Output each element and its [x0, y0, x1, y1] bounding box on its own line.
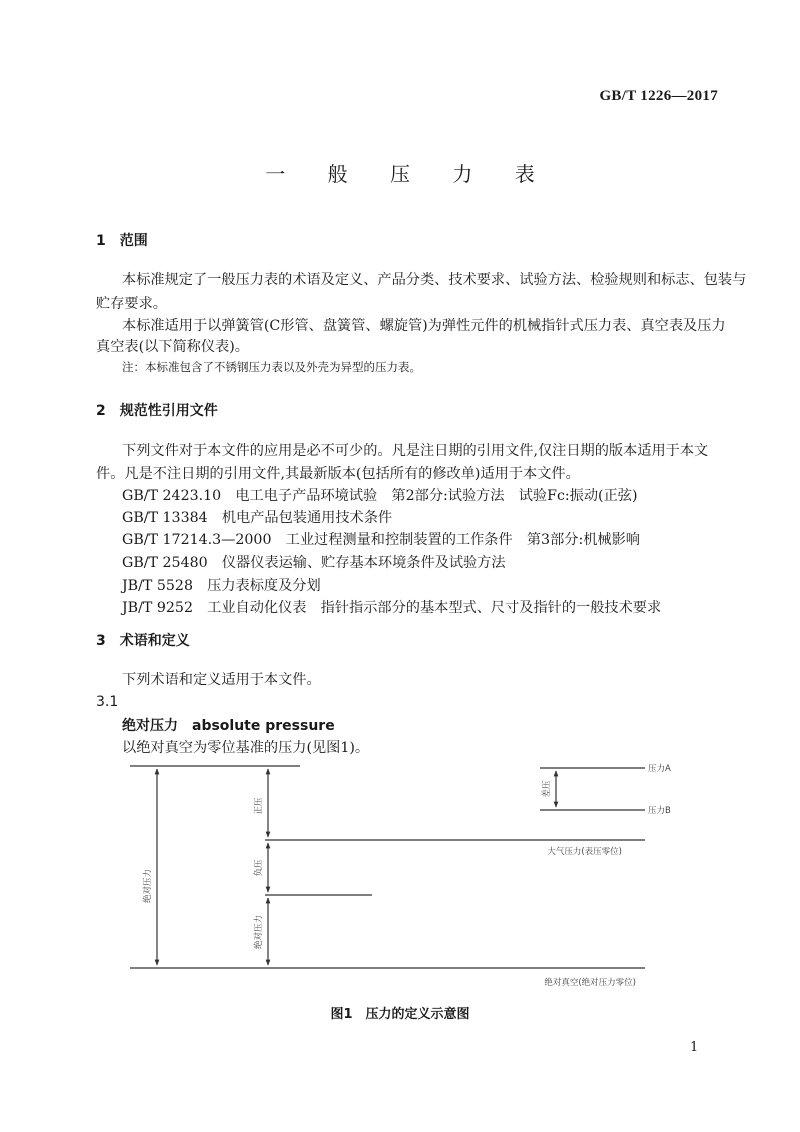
- normative-intro-line-1: 下列文件对于本文件的应用是必不可少的。凡是注日期的引用文件,仅注日期的版本适用于本文: [122, 443, 709, 459]
- reference-item: GB/T 13384 机电产品包装通用技术条件: [122, 510, 393, 526]
- reference-item: GB/T 17214.3—2000 工业过程测量和控制装置的工作条件 第3部分:机械影响: [122, 532, 640, 548]
- terms-intro: 下列术语和定义适用于本文件。: [122, 672, 321, 688]
- reference-item: GB/T 2423.10 电工电子产品环境试验 第2部分:试验方法 试验Fc:振动(正弦): [122, 488, 638, 504]
- section-heading-normative-references: 2 规范性引用文件: [96, 403, 218, 419]
- pressure-a-label: 压力A: [648, 764, 671, 774]
- atmospheric-pressure-label: 大气压力(表压零位): [547, 847, 622, 857]
- differential-pressure-label: 差压: [542, 780, 552, 798]
- term-definition: 以绝对真空为零位基准的压力(见图1)。: [122, 740, 370, 756]
- negative-pressure-label: 负压: [254, 859, 264, 877]
- reference-item: GB/T 25480 仪器仪表运输、贮存基本环境条件及试验方法: [122, 555, 506, 571]
- gauge-pressure-label: 正压: [254, 797, 264, 815]
- scope-paragraph-2-line-2: 真空表(以下简称仪表)。: [96, 339, 249, 355]
- scope-paragraph-2-line-1: 本标准适用于以弹簧管(C形管、盘簧管、螺旋管)为弹性元件的机械指针式压力表、真空表及压力: [122, 318, 726, 334]
- normative-intro-line-2: 件。凡是不注日期的引用文件,其最新版本(包括所有的修改单)适用于本文件。: [96, 466, 580, 482]
- absolute-vacuum-label: 绝对真空(绝对压力零位): [544, 978, 636, 988]
- scope-note: 注：本标准包含了不锈钢压力表以及外壳为异型的压力表。: [122, 360, 421, 374]
- scope-paragraph-1-line-2: 贮存要求。: [96, 296, 167, 312]
- pressure-b-label: 压力B: [648, 806, 671, 816]
- section-heading-terms: 3 术语和定义: [96, 633, 190, 649]
- absolute-pressure-left-label: 绝对压力: [143, 868, 153, 904]
- scope-paragraph-1-line-1: 本标准规定了一般压力表的术语及定义、产品分类、技术要求、试验方法、检验规则和标志、包装与: [122, 272, 747, 288]
- page-number: 1: [690, 1040, 699, 1055]
- reference-item: JB/T 5528 压力表标度及分划: [122, 578, 321, 594]
- page-title: 一 般 压 力 表: [265, 162, 553, 186]
- reference-item: JB/T 9252 工业自动化仪表 指针指示部分的基本型式、尺寸及指针的一般技术要求: [122, 600, 662, 616]
- term-name: 绝对压力 absolute pressure: [122, 718, 335, 734]
- clause-number: 3.1: [96, 694, 119, 710]
- standard-number: GB/T 1226—2017: [599, 88, 718, 104]
- absolute-pressure-inner-label: 绝对压力: [254, 914, 264, 950]
- figure-caption: 图1 压力的定义示意图: [330, 1007, 470, 1022]
- section-heading-scope: 1 范围: [96, 233, 148, 249]
